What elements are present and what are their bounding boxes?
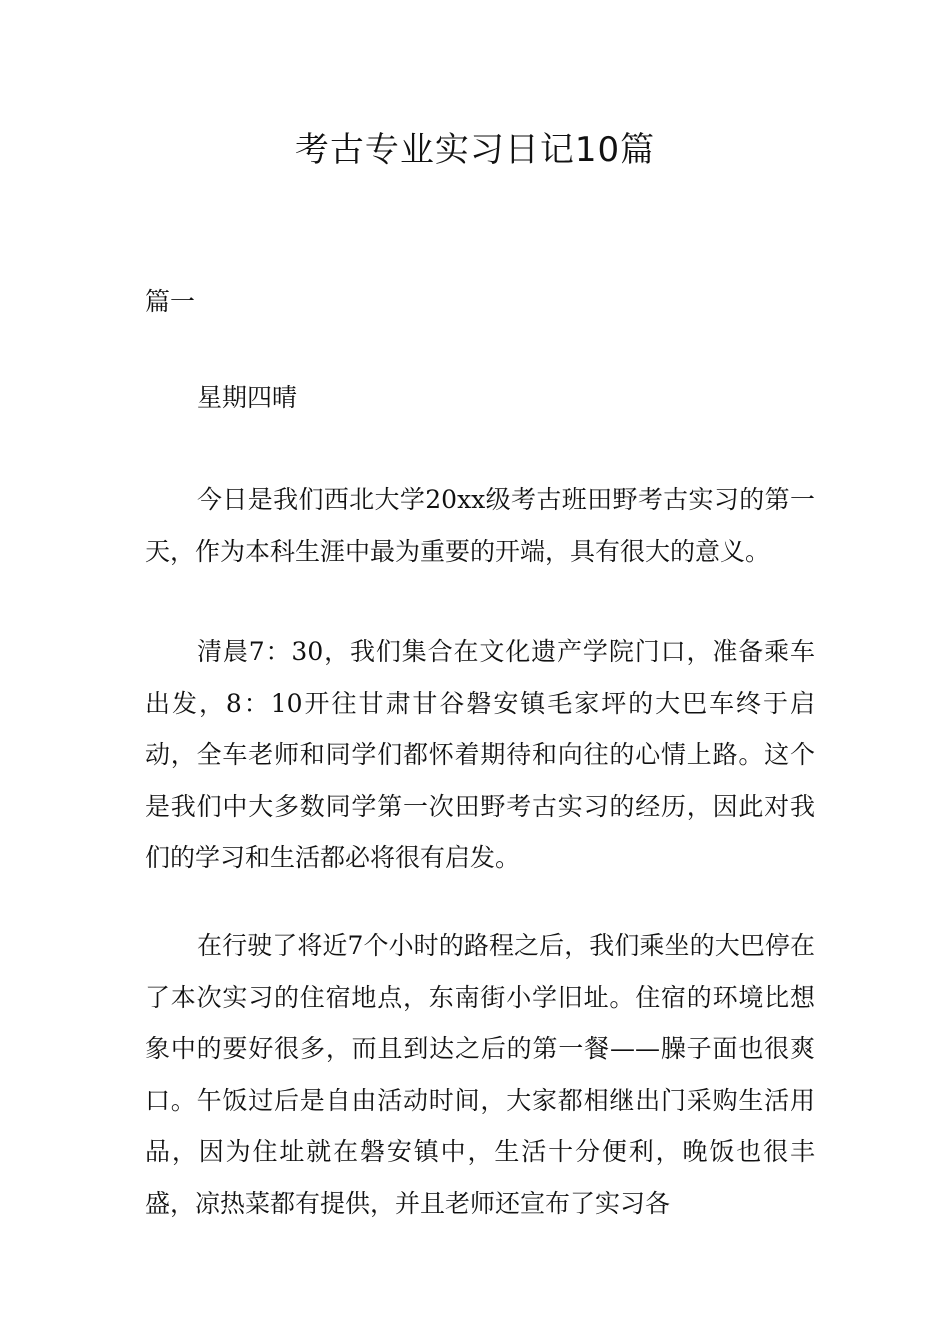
- section-heading: 篇一: [145, 287, 196, 316]
- document-title: 考古专业实习日记10篇: [294, 130, 656, 170]
- paragraph-1: 今日是我们西北大学20xx级考古班田野考古实习的第一天，作为本科生涯中最为重要的开端，具有很大的意义。: [145, 485, 815, 566]
- paragraph-2: 清晨7：30，我们集合在文化遗产学院门口，准备乘车出发，8：10开往甘肃甘谷磐安镇毛家坪的大巴车终于启动，全车老师和同学们都怀着期待和向往的心情上路。这个是我们中大多数同学第一次田野考古实习的经历，因此对我们的学习和生活都必将很有启发。: [145, 637, 815, 872]
- paragraph-3: 在行驶了将近7个小时的路程之后，我们乘坐的大巴停在了本次实习的住宿地点，东南街小学旧址。住宿的环境比想象中的要好很多，而且到达之后的第一餐——臊子面也很爽口。午饭过后是自由活动时间，大家都相继出门采购生活用品，因为住址就在磐安镇中，生活十分便利，晚饭也很丰盛，凉热菜都有提供，并且老师还宣布了实习各: [145, 931, 815, 1218]
- weekday-weather-line: 星期四晴: [197, 383, 298, 412]
